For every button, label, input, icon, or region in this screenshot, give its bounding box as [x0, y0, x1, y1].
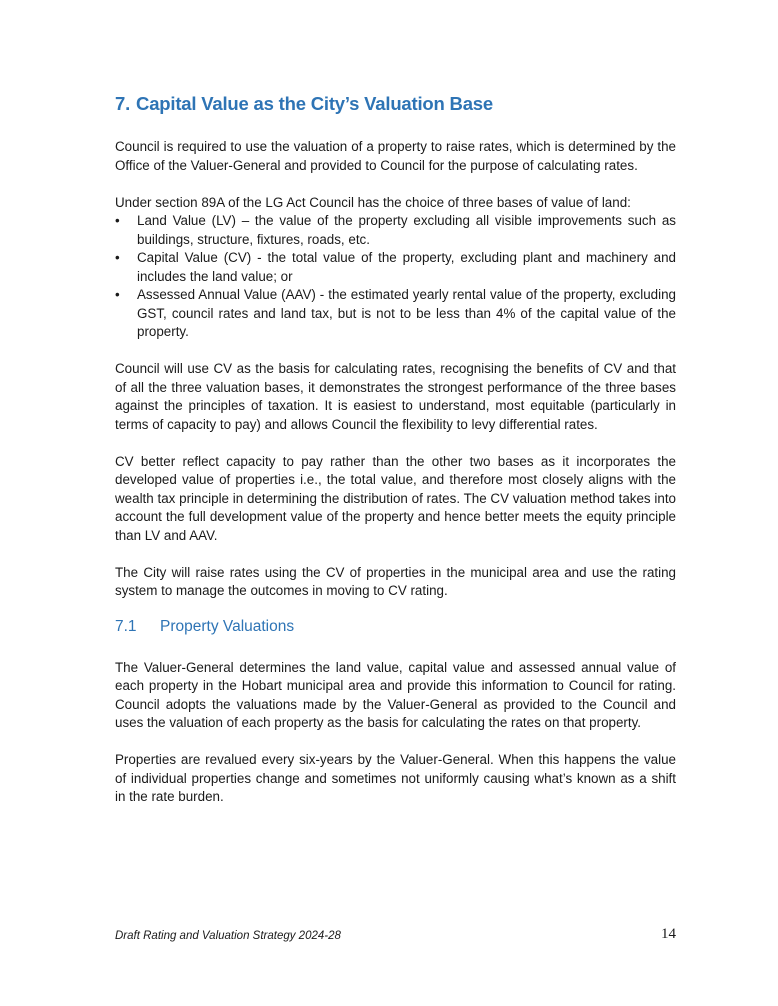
list-item-land-value — [115, 212, 676, 249]
section-title: Capital Value as the City’s Valuation Base — [136, 93, 493, 114]
paragraph-valuer-general: The Valuer-General determines the land value, capital value and assessed annual value of each property in the Hobart municipal area and provide this information to Council for rating. Council adopts the valuations made by the Valuer-General as provided to the Council and uses the valuation of each property as the basis for calculating the rates on that property. — [115, 659, 676, 730]
page-content — [115, 92, 676, 807]
footer-document-title: Draft Rating and Valuation Strategy 2024-28 — [115, 930, 341, 942]
page-number: 14 — [661, 926, 676, 942]
paragraph-cv-basis: Council will use CV as the basis for calculating rates, recognising the benefits of CV and that of all the three valuation bases, it demonstrates the strongest performance of the three bases against the principles of taxation. It is easiest to understand, most equitable (particularly in terms of capacity to pay) and allows Council the flexibility to levy differential rates. — [115, 361, 676, 432]
bullet-marker: • — [115, 250, 120, 265]
paragraph-city-rates: The City will raise rates using the CV of properties in the municipal area and use the rating system to manage the outcomes in moving to CV rating. — [115, 564, 676, 598]
list-item-text: Land Value (LV) – the value of the property excluding all visible improvements such as buildings, structure, fixtures, roads, etc. — [137, 213, 676, 247]
subsection-number: 7.1 — [115, 617, 137, 635]
bullet-marker: • — [115, 213, 120, 228]
list-item-text: Capital Value (CV) - the total value of the property, excluding plant and machinery and includes the land value; or — [137, 250, 676, 284]
section-number: 7. — [115, 93, 131, 114]
list-item-capital-value — [115, 249, 676, 286]
paragraph-revaluation: Properties are revalued every six-years by the Valuer-General. When this happens the value of individual properties change and sometimes not uniformly causing what’s known as a shift in the rate burden. — [115, 752, 676, 804]
subsection-heading — [115, 617, 676, 637]
subsection-title: Property Valuations — [160, 617, 295, 635]
paragraph-bases-intro: Under section 89A of the LG Act Council has the choice of three bases of value of land: — [115, 194, 631, 210]
list-item-assessed-annual-value — [115, 286, 676, 342]
valuation-bases-list — [115, 212, 676, 342]
page-footer — [115, 926, 676, 946]
paragraph-cv-capacity: CV better reflect capacity to pay rather than the other two bases as it incorporates the developed value of properties i.e., the total value, and therefore most closely aligns with the wealth tax principle in determining the distribution of rates. The CV valuation method takes into account the full development value of the property and hence better meets the equity principle than LV and AAV. — [115, 453, 676, 543]
section-heading — [115, 92, 676, 116]
paragraph-intro: Council is required to use the valuation of a property to raise rates, which is determined by the Office of the Valuer-General and provided to Council for the purpose of calculating rates. — [115, 139, 676, 173]
bullet-marker: • — [115, 287, 120, 302]
list-item-text: Assessed Annual Value (AAV) - the estimated yearly rental value of the property, excluding GST, council rates and land tax, but is not to be less than 4% of the capital value of the property. — [137, 287, 676, 339]
